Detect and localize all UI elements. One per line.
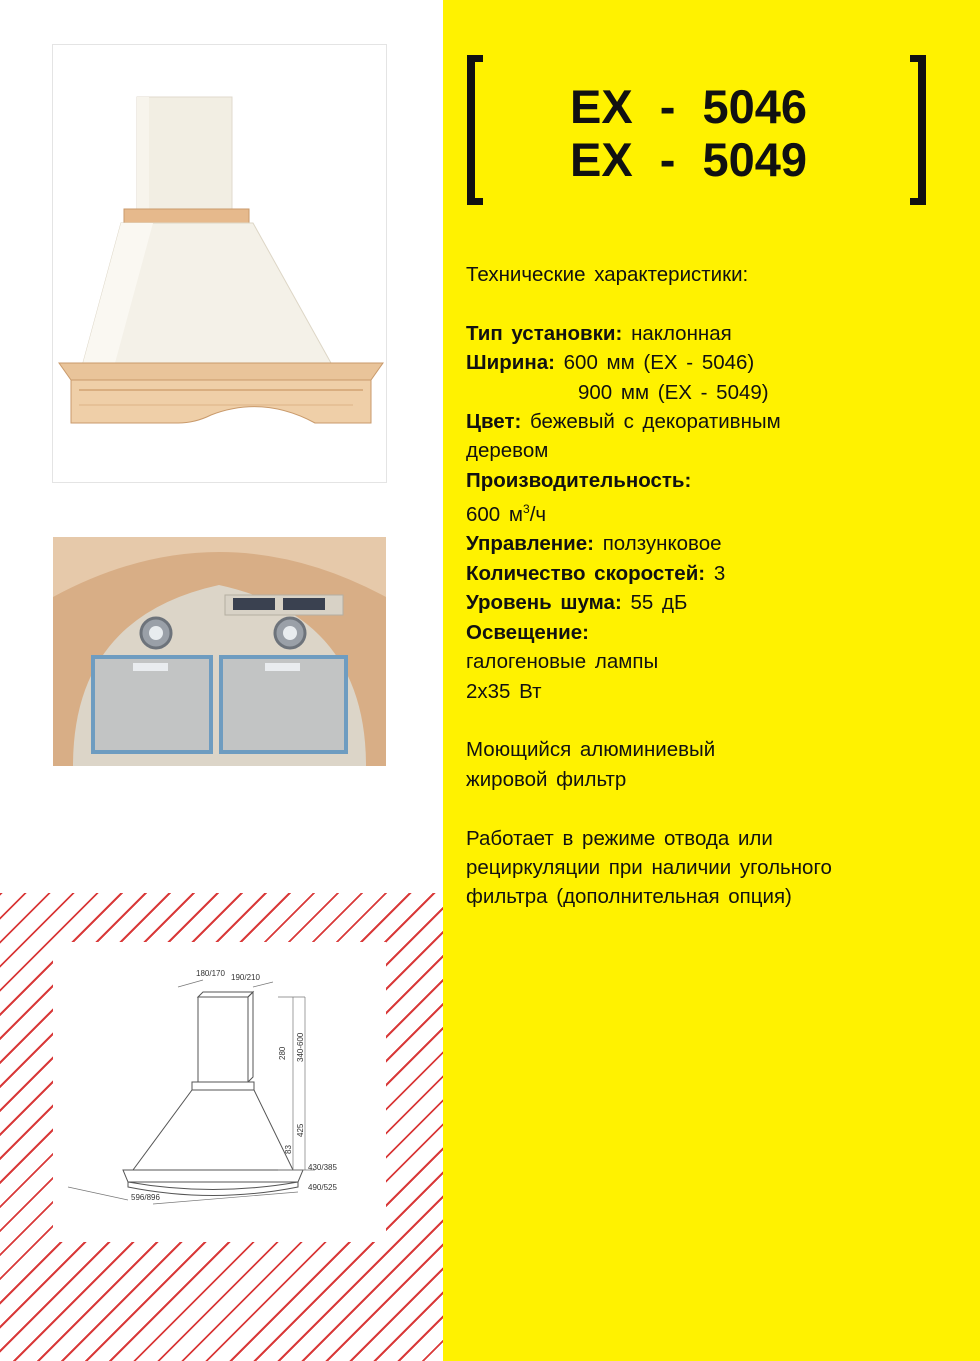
dim-340-600: 340-600 [296, 1032, 305, 1062]
dim-280: 280 [278, 1046, 287, 1060]
mode-line-3: фильтра (дополнительная опция) [466, 885, 792, 909]
dimension-drawing [53, 942, 386, 1242]
spec-width-2: 900 мм (EX - 5049) [578, 380, 769, 404]
dim-top-2: 190/210 [231, 973, 260, 982]
spec-noise: Уровень шума: 55 дБ [466, 591, 688, 615]
dim-425: 425 [296, 1123, 305, 1137]
spec-speeds: Количество скоростей: 3 [466, 561, 726, 585]
spec-light-label: Освещение: [466, 620, 589, 644]
hood-illustration [53, 45, 386, 482]
model-title-1: EX - 5046 [570, 80, 808, 133]
spec-light-2: 2x35 Вт [466, 679, 542, 703]
right-bracket [910, 55, 926, 205]
spec-mount: Тип установки: наклонная [466, 321, 732, 345]
dim-430-385: 430/385 [308, 1163, 337, 1172]
mode-line-1: Работает в режиме отвода или [466, 826, 773, 850]
underside-illustration [53, 537, 386, 766]
specs-heading: Технические характеристики: [466, 263, 749, 286]
mode-line-2: рециркуляции при наличии угольного [466, 855, 832, 879]
dim-83: 83 [284, 1145, 293, 1154]
specifications [466, 260, 966, 912]
underside-photo [53, 537, 386, 766]
spec-capacity-label: Производительность: [466, 468, 692, 492]
spec-color: Цвет: бежевый с декоративным [466, 410, 781, 434]
spec-width: Ширина: 600 мм (EX - 5046) [466, 351, 755, 375]
dim-490-525: 490/525 [308, 1183, 337, 1192]
model-title-2: EX - 5049 [570, 133, 808, 186]
filter-line-1: Моющийся алюминиевый [466, 738, 716, 762]
spec-color-2: деревом [466, 439, 549, 463]
dim-width: 596/896 [131, 1193, 160, 1202]
spec-control: Управление: ползунковое [466, 532, 722, 556]
left-bracket [467, 55, 483, 205]
dim-top-1: 180/170 [196, 969, 225, 978]
technical-drawing [53, 942, 386, 1242]
product-photo [53, 45, 386, 482]
filter-line-2: жировой фильтр [466, 767, 627, 791]
spec-capacity-value: 600 $м^3/ч$ [466, 502, 547, 527]
spec-light-1: галогеновые лампы [466, 650, 659, 674]
